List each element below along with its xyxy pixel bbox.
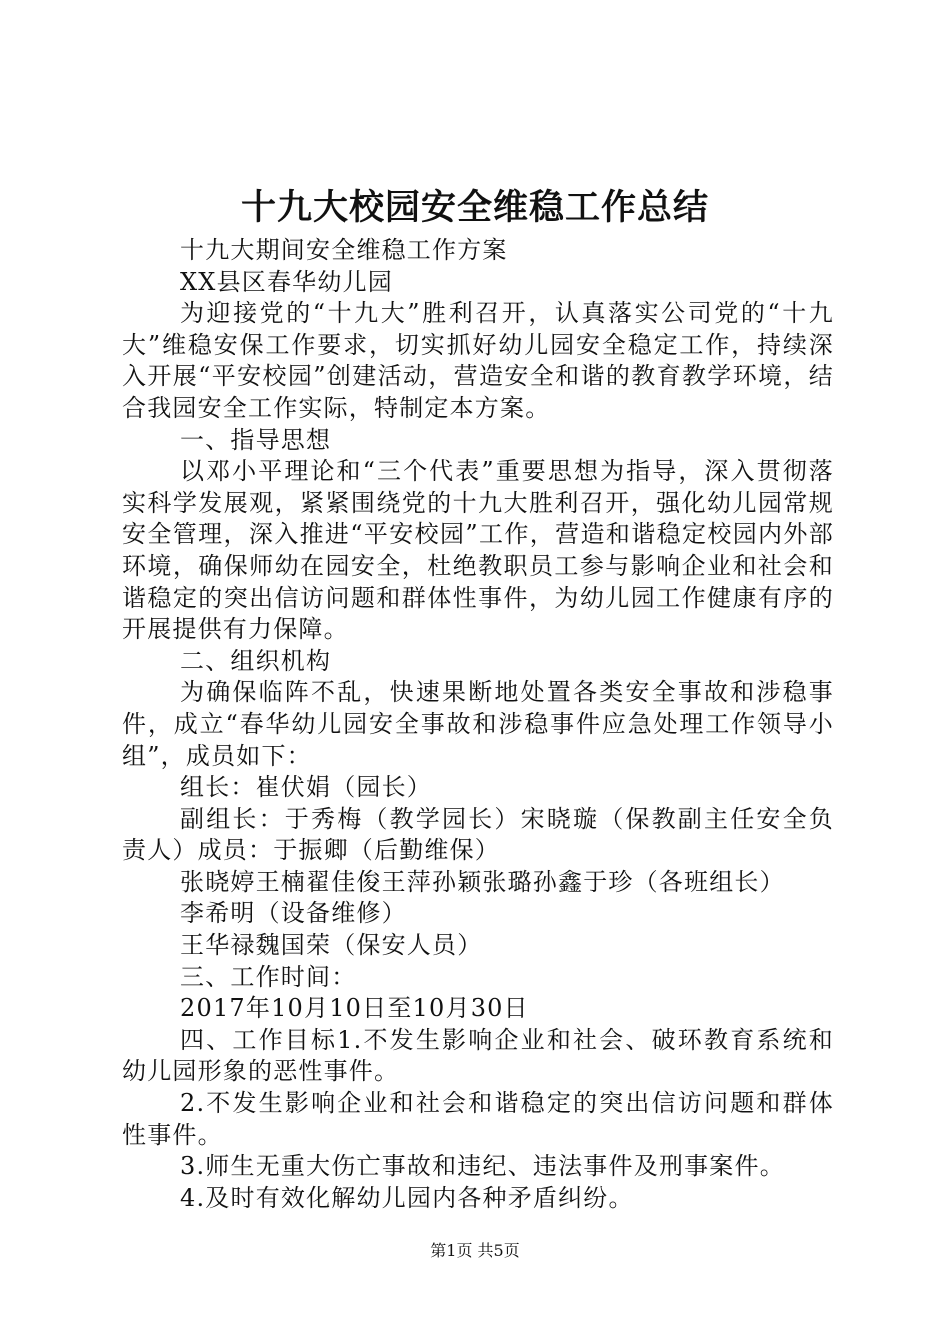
- paragraph-equipment-maintenance: 李希明（设备维修）: [180, 899, 407, 928]
- paragraph-intro: 为迎接党的“十九大”胜利召开，认真落实公司党的“十九大”维稳安保工作要求，切实抓好幼儿园安全稳定工作，持续深入开展“平安校园”创建活动，营造安全和谐的教育教学环境，结合我园安全工作实际，特制定本方案。: [122, 299, 834, 422]
- paragraph-work-dates: 2017年10月10日至10月30日: [180, 994, 529, 1023]
- paragraph-team-leader: 组长：崔伏娟（园长）: [180, 773, 432, 802]
- paragraph-goal-4: 4.及时有效化解幼儿园内各种矛盾纠纷。: [180, 1183, 634, 1212]
- paragraph-goal-1: 四、工作目标1.不发生影响企业和社会、破环教育系统和幼儿园形象的恶性事件。: [122, 1025, 834, 1086]
- paragraph-plan-title: 十九大期间安全维稳工作方案: [180, 236, 508, 264]
- section-heading-guiding-thought: 一、指导思想: [180, 425, 332, 454]
- paragraph-deputy-leaders: 副组长：于秀梅（教学园长）宋晓璇（保教副主任安全负责人）成员：于振卿（后勤维保）: [122, 804, 834, 865]
- paragraph-school-name: XX县区春华幼儿园: [180, 267, 393, 296]
- paragraph-guiding-thought: 以邓小平理论和“三个代表”重要思想为指导，深入贯彻落实科学发展观，紧紧围绕党的十九大胜利召开，强化幼儿园常规安全管理，深入推进“平安校园”工作，营造和谐稳定校园内外部环境，确保师幼在园安全，杜绝教职员工参与影响企业和社会和谐稳定的突出信访问题和群体性事件，为幼儿园工作健康有序的开展提供有力保障。: [122, 457, 834, 644]
- paragraph-goal-2: 2.不发生影响企业和社会和谐稳定的突出信访问题和群体性事件。: [122, 1089, 834, 1149]
- section-heading-work-time: 三、工作时间：: [180, 962, 357, 991]
- paragraph-class-leaders: 张晓婷王楠翟佳俊王萍孙颖张璐孙鑫于珍（各班组长）: [180, 867, 785, 896]
- paragraph-goal-3: 3.师生无重大伤亡事故和违纪、违法事件及刑事案件。: [180, 1152, 785, 1181]
- page-footer: 第1页 共5页: [430, 1241, 520, 1260]
- paragraph-organization: 为确保临阵不乱，快速果断地处置各类安全事故和涉稳事件，成立“春华幼儿园安全事故和涉稳事件应急处理工作领导小组”，成员如下：: [122, 678, 834, 770]
- section-heading-organization: 二、组织机构: [180, 646, 332, 675]
- paragraph-security-staff: 王华禄魏国荣（保安人员）: [180, 931, 483, 960]
- document-body: [122, 235, 834, 1214]
- document-title: 十九大校园安全维稳工作总结: [240, 187, 709, 228]
